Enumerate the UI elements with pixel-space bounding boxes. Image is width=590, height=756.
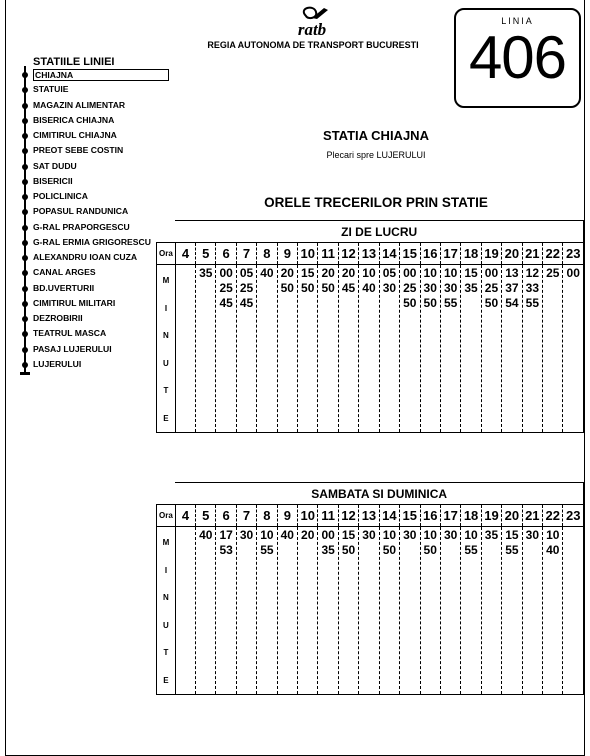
- station-item: BISERICA CHIAJNA: [33, 114, 115, 125]
- hour-cell: 20: [502, 505, 522, 527]
- schedule-title: SAMBATA SI DUMINICA: [175, 483, 583, 505]
- hour-cell: 7: [236, 243, 256, 265]
- departure-minute: 25: [239, 281, 254, 295]
- departure-minute: 50: [382, 543, 397, 557]
- station-current: CHIAJNA: [33, 69, 169, 81]
- hour-cell: 17: [440, 243, 460, 265]
- hour-cell: 4: [175, 243, 195, 265]
- minute-cell: [543, 527, 563, 695]
- departure-minute: 17: [219, 528, 233, 542]
- hour-cell: 5: [196, 243, 216, 265]
- departure-minute: 00: [403, 266, 417, 280]
- station-dot: [22, 72, 28, 78]
- hour-cell: 5: [196, 505, 216, 527]
- departure-minute: 50: [423, 543, 437, 557]
- departure-minute: 15: [301, 266, 315, 280]
- stop-title: STATIA CHIAJNA: [323, 128, 429, 143]
- station-item: SAT DUDU: [33, 160, 77, 171]
- departure-minute: 40: [280, 528, 294, 542]
- station-item: CIMITIRUL MILITARI: [33, 297, 116, 308]
- departure-minute: 50: [403, 296, 417, 310]
- departure-minute: 40: [199, 528, 213, 542]
- minute-label-letter: M: [162, 276, 170, 285]
- departure-minute: 10: [423, 266, 437, 280]
- station-item: BISERICII: [33, 175, 73, 186]
- minute-label-letter: T: [163, 648, 169, 657]
- line-badge: [454, 8, 581, 108]
- route-end-marker: [20, 372, 30, 375]
- station-dot: [22, 255, 28, 261]
- ora-label: Ora: [157, 505, 176, 527]
- minute-axis-label: [157, 527, 176, 695]
- departure-minute: 15: [505, 528, 519, 542]
- hour-cell: 7: [236, 505, 256, 527]
- minute-cell: [502, 527, 522, 695]
- departure-minute: 25: [219, 281, 233, 295]
- schedule-heading: ORELE TRECERILOR PRIN STATIE: [264, 195, 488, 210]
- departure-minute: 00: [484, 266, 499, 280]
- station-dot: [22, 87, 28, 93]
- hour-cell: 19: [481, 243, 501, 265]
- departure-minute: 35: [321, 543, 335, 557]
- minute-cell: [236, 265, 256, 433]
- station-dot: [22, 316, 28, 322]
- hour-cell: 12: [338, 243, 358, 265]
- departure-minute: 15: [464, 266, 478, 280]
- minute-label-letter: U: [163, 620, 169, 630]
- departure-minute: 30: [525, 528, 539, 542]
- minute-cell: [216, 527, 236, 695]
- station-item: POLICLINICA: [33, 191, 88, 201]
- station-item: MAGAZIN ALIMENTAR: [33, 99, 126, 110]
- minute-cell: [216, 265, 236, 433]
- departure-minute: 12: [525, 266, 539, 280]
- minute-cell: [440, 265, 460, 433]
- hour-cell: 23: [563, 505, 584, 527]
- minute-cell: [298, 527, 318, 695]
- departure-minute: 50: [484, 296, 499, 310]
- station-item: DEZROBIRII: [33, 313, 83, 323]
- minute-cell: [236, 527, 256, 695]
- minute-cell: [522, 527, 542, 695]
- departure-minute: 30: [403, 528, 417, 542]
- minute-cell: [440, 527, 460, 695]
- hour-cell: 9: [277, 243, 297, 265]
- minute-cell: [196, 265, 216, 433]
- minute-cell: [481, 265, 501, 433]
- station-dot: [22, 133, 28, 139]
- hour-cell: 21: [522, 505, 542, 527]
- station-item: TEATRUL MASCA: [33, 328, 107, 339]
- departure-minute: 30: [362, 528, 376, 542]
- departure-minute: 50: [321, 281, 335, 295]
- hour-cell: 14: [379, 505, 399, 527]
- departure-minute: 30: [443, 281, 458, 295]
- departure-minute: 50: [423, 296, 437, 310]
- station-dot: [22, 347, 28, 353]
- minute-cell: [563, 265, 584, 433]
- departure-minute: 55: [443, 296, 458, 310]
- weekend-schedule-table: [156, 482, 584, 695]
- hour-cell: 16: [420, 505, 440, 527]
- station-dot: [22, 331, 28, 337]
- hour-cell: 22: [543, 243, 563, 265]
- departure-minute: 10: [443, 266, 458, 280]
- departure-minute: 10: [362, 266, 376, 280]
- minute-label-letter: E: [163, 413, 169, 423]
- departure-minute: 20: [301, 528, 315, 542]
- minute-cell: [420, 265, 440, 433]
- departure-minute: 10: [260, 528, 274, 542]
- station-dot: [22, 225, 28, 231]
- hour-cell: 16: [420, 243, 440, 265]
- departure-minute: 40: [260, 266, 274, 280]
- station-item: STATUIE: [33, 84, 69, 95]
- station-item: G-RAL ERMIA GRIGORESCU: [33, 236, 151, 247]
- minute-cell: [318, 527, 338, 695]
- minute-cell: [563, 527, 584, 695]
- hour-cell: 21: [522, 243, 542, 265]
- departure-minute: 13: [505, 266, 519, 280]
- ora-label: Ora: [157, 243, 176, 265]
- timetable-page: [5, 0, 585, 756]
- ratb-logo: [284, 6, 340, 38]
- departure-minute: 25: [484, 281, 499, 295]
- minute-cell: [298, 265, 318, 433]
- station-dot: [22, 362, 28, 368]
- hour-cell: 10: [298, 505, 318, 527]
- departure-minute: 35: [464, 281, 478, 295]
- hour-cell: 17: [440, 505, 460, 527]
- station-dot: [22, 148, 28, 154]
- hour-cell: 19: [481, 505, 501, 527]
- direction-text: Plecari spre LUJERULUI: [326, 150, 426, 160]
- station-item: PREOT SEBE COSTIN: [33, 145, 124, 156]
- departure-minute: 45: [341, 281, 356, 295]
- departure-minute: 20: [280, 266, 294, 280]
- station-dot: [22, 194, 28, 200]
- minute-axis-label: [157, 265, 176, 433]
- minute-cell: [420, 527, 440, 695]
- minute-cell: [379, 265, 399, 433]
- departure-minute: 45: [219, 296, 233, 310]
- station-item: CIMITIRUL CHIAJNA: [33, 130, 117, 140]
- departure-minute: 55: [525, 296, 539, 310]
- company-name: REGIA AUTONOMA DE TRANSPORT BUCURESTI: [207, 40, 419, 50]
- departure-minute: 25: [546, 266, 560, 280]
- departure-minute: 30: [423, 281, 437, 295]
- minute-label-letter: M: [162, 538, 170, 547]
- departure-minute: 10: [464, 528, 478, 542]
- minute-label-letter: N: [163, 593, 169, 602]
- departure-minute: 25: [403, 281, 417, 295]
- minute-cell: [277, 527, 297, 695]
- station-dot: [22, 240, 28, 246]
- minute-cell: [461, 265, 481, 433]
- departure-minute: 00: [321, 528, 335, 542]
- hour-cell: 20: [502, 243, 522, 265]
- station-dot: [22, 209, 28, 215]
- minute-cell: [175, 527, 195, 695]
- minute-label-letter: I: [164, 565, 168, 575]
- departure-minute: 55: [505, 543, 519, 557]
- station-item: PASAJ LUJERULUI: [33, 343, 112, 354]
- minute-cell: [400, 265, 420, 433]
- hour-cell: 4: [175, 505, 195, 527]
- minute-cell: [359, 527, 379, 695]
- departure-minute: 50: [301, 281, 315, 295]
- station-item: LUJERULUI: [33, 358, 82, 369]
- minute-cell: [257, 527, 277, 695]
- minute-cell: [318, 265, 338, 433]
- hour-cell: 8: [257, 243, 277, 265]
- hour-cell: 15: [400, 243, 420, 265]
- hour-cell: 11: [318, 505, 338, 527]
- weekday-schedule-table: [156, 220, 584, 433]
- departure-minute: 55: [260, 543, 274, 557]
- minute-cell: [338, 265, 358, 433]
- station-dot: [22, 301, 28, 307]
- departure-minute: 35: [199, 266, 213, 280]
- departure-minute: 50: [280, 281, 294, 295]
- departure-minute: 37: [505, 281, 519, 295]
- hour-cell: 9: [277, 505, 297, 527]
- route-line: [24, 66, 26, 373]
- departure-minute: 35: [484, 528, 499, 542]
- minute-cell: [461, 527, 481, 695]
- station-dot: [22, 286, 28, 292]
- station-dot: [22, 179, 28, 185]
- departure-minute: 45: [239, 296, 254, 310]
- minute-cell: [543, 265, 563, 433]
- hour-cell: 18: [461, 505, 481, 527]
- departure-minute: 00: [566, 266, 580, 280]
- departure-minute: 00: [219, 266, 233, 280]
- minute-label-letter: T: [163, 386, 169, 395]
- station-dot: [22, 270, 28, 276]
- departure-minute: 40: [546, 543, 560, 557]
- minute-cell: [522, 265, 542, 433]
- minute-cell: [338, 527, 358, 695]
- minute-cell: [379, 527, 399, 695]
- departure-minute: 50: [341, 543, 356, 557]
- departure-minute: 33: [525, 281, 539, 295]
- departure-minute: 54: [505, 296, 519, 310]
- departure-minute: 53: [219, 543, 233, 557]
- hour-cell: 23: [563, 243, 584, 265]
- departure-minute: 30: [382, 281, 397, 295]
- departure-minute: 10: [423, 528, 437, 542]
- minute-cell: [481, 527, 501, 695]
- minute-cell: [277, 265, 297, 433]
- hour-cell: 8: [257, 505, 277, 527]
- minute-label-letter: E: [163, 675, 169, 685]
- departure-minute: 10: [382, 528, 397, 542]
- departure-minute: 05: [239, 266, 254, 280]
- schedule-title: ZI DE LUCRU: [175, 221, 583, 243]
- station-item: CANAL ARGES: [33, 267, 96, 278]
- hour-cell: 11: [318, 243, 338, 265]
- minute-cell: [400, 527, 420, 695]
- minute-label-letter: I: [164, 303, 168, 313]
- hour-cell: 18: [461, 243, 481, 265]
- stations-title: STATIILE LINIEI: [33, 56, 115, 68]
- station-item: G-RAL PRAPORGESCU: [33, 221, 130, 232]
- line-number: 406: [468, 24, 567, 91]
- departure-minute: 15: [341, 528, 356, 542]
- station-item: BD.UVERTURII: [33, 282, 95, 293]
- hour-cell: 6: [216, 243, 236, 265]
- hour-cell: 22: [543, 505, 563, 527]
- hour-cell: 14: [379, 243, 399, 265]
- departure-minute: 30: [443, 528, 458, 542]
- station-dot: [22, 103, 28, 109]
- hour-cell: 15: [400, 505, 420, 527]
- minute-cell: [502, 265, 522, 433]
- departure-minute: 05: [382, 266, 397, 280]
- hour-cell: 10: [298, 243, 318, 265]
- hour-cell: 12: [338, 505, 358, 527]
- minute-cell: [359, 265, 379, 433]
- minute-label-letter: N: [163, 331, 169, 340]
- departure-minute: 30: [239, 528, 254, 542]
- minute-cell: [257, 265, 277, 433]
- departure-minute: 40: [362, 281, 376, 295]
- hour-cell: 13: [359, 243, 379, 265]
- station-dot: [22, 164, 28, 170]
- hour-cell: 13: [359, 505, 379, 527]
- departure-minute: 20: [341, 266, 356, 280]
- departure-minute: 10: [546, 528, 560, 542]
- minute-cell: [196, 527, 216, 695]
- minute-cell: [175, 265, 195, 433]
- hour-cell: 6: [216, 505, 236, 527]
- station-item: ALEXANDRU IOAN CUZA: [33, 252, 138, 262]
- departure-minute: 20: [321, 266, 335, 280]
- station-item: POPASUL RANDUNICA: [33, 206, 129, 217]
- departure-minute: 55: [464, 543, 478, 557]
- logo-text: ratb: [297, 20, 327, 38]
- line-label: LINIA: [501, 16, 534, 26]
- station-dot: [22, 118, 28, 124]
- minute-label-letter: U: [163, 358, 169, 368]
